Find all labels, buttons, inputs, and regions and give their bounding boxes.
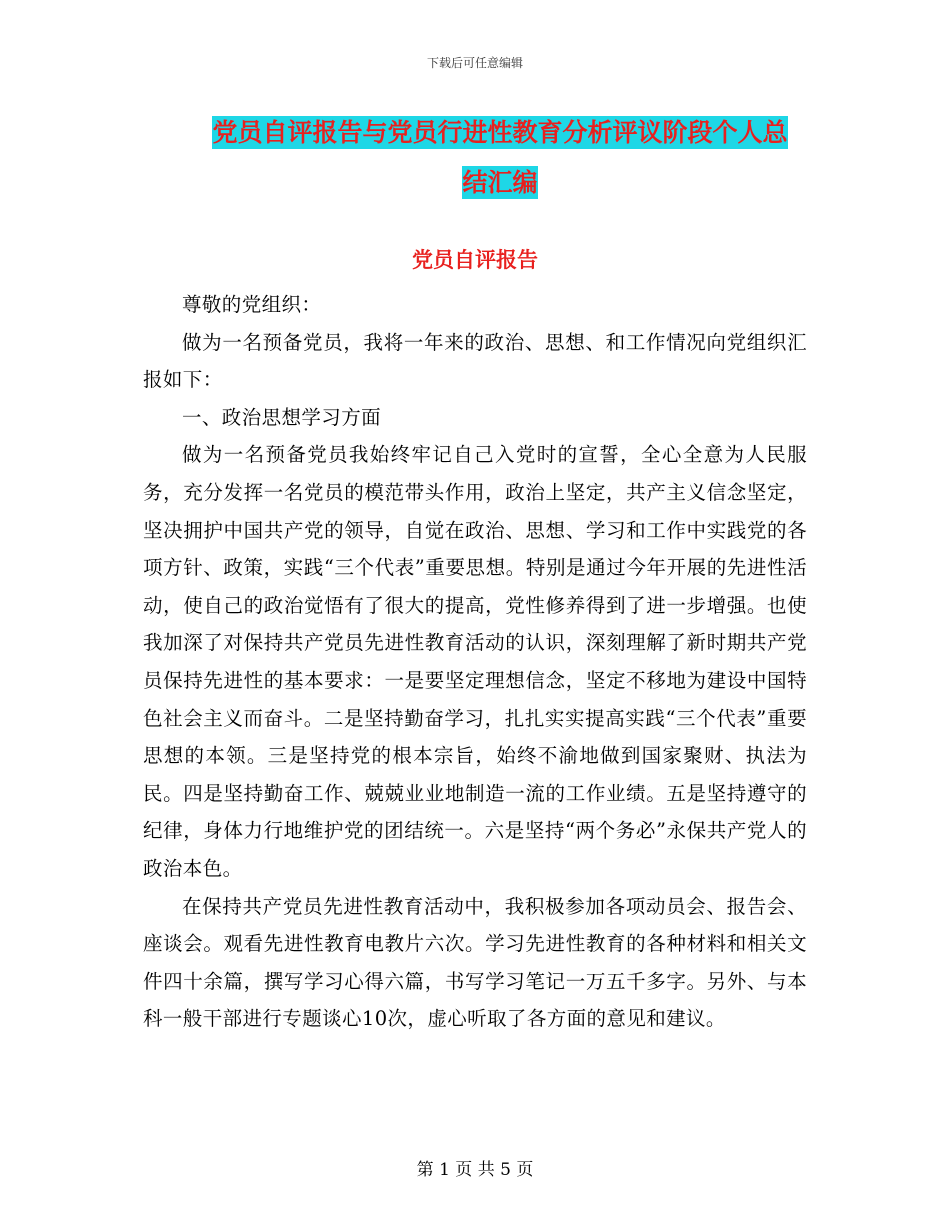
- section-title: 党员自评报告: [412, 248, 538, 272]
- document-body: [143, 286, 807, 1038]
- paragraph-education-activity: 在保持共产党员先进性教育活动中，我积极参加各项动员会、报告会、座谈会。观看先进性教育电教片六次。学习先进性教育的各种材料和相关文件四十余篇，撰写学习心得六篇，书写学习笔记一万五千多字。另外、与本科一般干部进行专题谈心10次，虚心听取了各方面的意见和建议。: [143, 894, 807, 1031]
- paragraph-intro: 做为一名预备党员，我将一年来的政治、思想、和工作情况向党组织汇报如下：: [143, 330, 807, 392]
- page-number: 第 1 页 共 5 页: [416, 1160, 534, 1180]
- subheading-political-study: 一、政治思想学习方面: [182, 405, 382, 429]
- header-note: 下载后可任意编辑: [426, 56, 523, 70]
- document-title-line2: 结汇编: [462, 168, 538, 197]
- salutation: 尊敬的党组织：: [182, 293, 322, 316]
- paragraph-political-study: 做为一名预备党员我始终牢记自己入党时的宣誓，全心全意为人民服务，充分发挥一名党员的模范带头作用，政治上坚定，共产主义信念坚定，坚决拥护中国共产党的领导，自觉在政治、思想、学习和工作中实践党的各项方针、政策，实践“三个代表”重要思想。特别是通过今年开展的先进性活动，使自己的政治觉悟有了很大的提高，党性修养得到了进一步增强。也使我加深了对保持共产党员先进性教育活动的认识，深刻理解了新时期共产党员保持先进性的基本要求：一是要坚定理想信念，坚定不移地为建设中国特色社会主义而奋斗。二是坚持勤奋学习，扎扎实实提高实践“三个代表”重要思想的本领。三是坚持党的根本宗旨，始终不渝地做到国家聚财、执法为民。四是坚持勤奋工作、兢兢业业地制造一流的工作业绩。五是坚持遵守的纪律，身体力行地维护党的团结统一。六是坚持“两个务必”永保共产党人的政治本色。: [143, 443, 807, 880]
- document-title-line1: 党员自评报告与党员行进性教育分析评议阶段个人总: [212, 118, 788, 147]
- document-title: [140, 108, 860, 208]
